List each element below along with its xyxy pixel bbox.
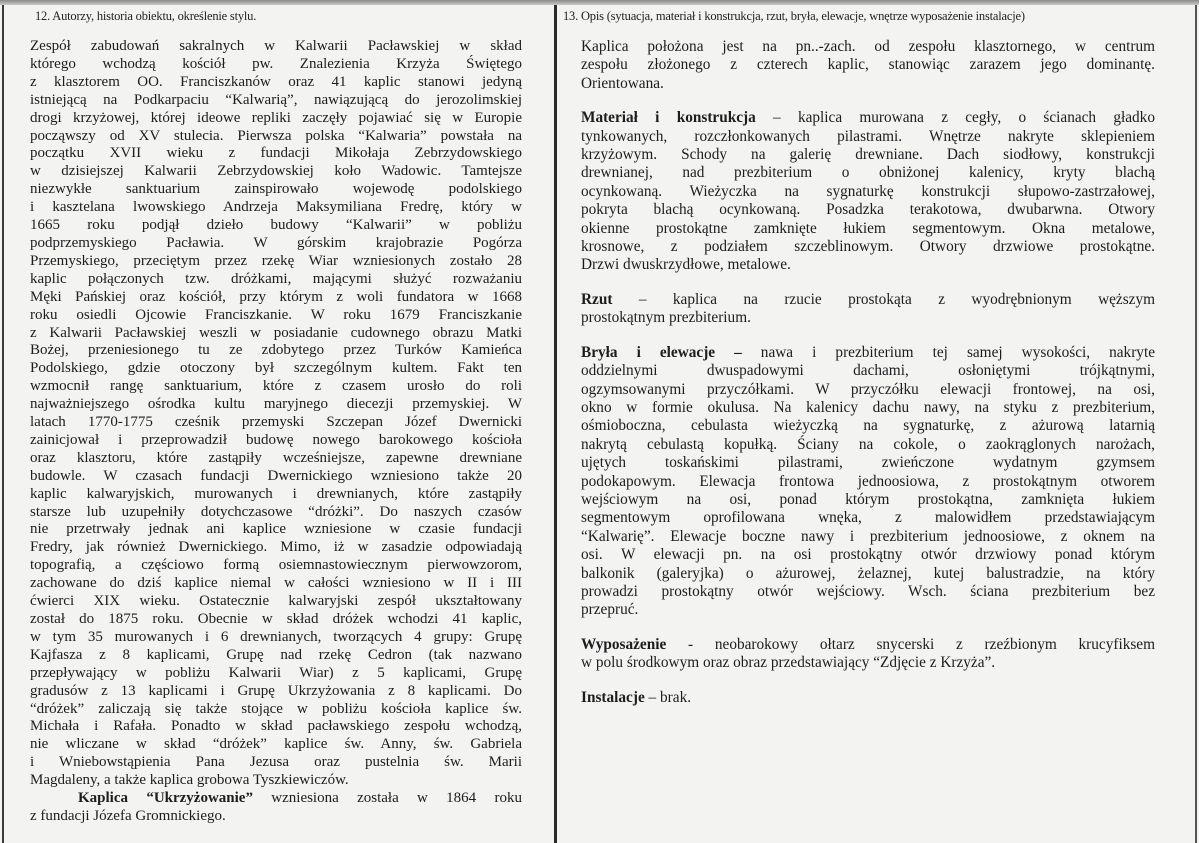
text-line: w tym 35 murowanych i 6 drewnianych, tworzących 4 grupy: Grupę [30, 628, 522, 645]
text-line: podprzemyskiego Pacławia. W górskim krajobrazie Pogórza [30, 234, 522, 251]
text-line: okienne prostokątne zamknięte łukiem segmentowym. Okna metalowe, [581, 219, 1155, 237]
section-label: Wyposażenie [581, 635, 667, 653]
text-line: tynkowanych, rozczłonkowanych pilastrami. Wnętrze nakryte sklepieniem [581, 127, 1155, 145]
text-line: podokapowym. Elewacja frontowa jednoosiowa, z prostokątnym otworem [581, 472, 1155, 490]
text-line: ogzymsowanymi przyczółkami. W przyczółku elewacji frontowej, na osi, [581, 380, 1155, 398]
text-line: Przemyskiego, przeciętym przez rzekę Wiar wzniesionych zostało 28 [30, 252, 522, 269]
text-line: i kasztelana lwowskiego Andrzeja Maksymiliana Fredrę, który w [30, 199, 522, 216]
section-text: – kaplica murowana z cegły, o ścianach gładko [755, 109, 1155, 127]
text-line: początku XVII wieku z fundacji Mikołaja Zebrzydowskiego [30, 145, 522, 162]
text-line: w polu środkowym oraz obraz przedstawiający “Zdjęcie z Krzyża”. [581, 654, 996, 672]
text-line: począwszy od XV stulecia. Pierwsza polska “Kalwaria” powstała na [30, 127, 522, 144]
paragraph [30, 38, 522, 790]
text-line [581, 109, 1155, 127]
paragraph [30, 790, 522, 826]
right-border [1195, 5, 1197, 843]
text-line: balkonik (galeryjka) o ażurowej, żelaznej, kutej balustradzie, na który [581, 564, 1155, 582]
text-line: ocynkowaną. Wieżyczka na sygnaturkę konstrukcji słupowo-zastrzałowej, [581, 182, 1155, 200]
section-text: nawa i prezbiterium tej samej wysokości, nakryte [741, 343, 1155, 361]
text-line: którego wchodzą kościół pw. Znalezienia Krzyża Świętego [30, 55, 522, 72]
text-line: budowle. W czasach fundacji Dwernickiego wzniesiono także 20 [30, 467, 522, 484]
text-line [581, 344, 1155, 362]
paragraph [581, 109, 1155, 275]
text-line: i Wniebowstąpienia Pana Jezusa oraz pustelnia św. Marii [30, 754, 522, 771]
text-line [30, 790, 522, 808]
text-line: kaplic połączonych tzw. dróżkami, mającymi służyć rozważaniu [30, 270, 522, 287]
paragraph [581, 38, 1155, 93]
section-label: Kaplica “Ukrzyżowanie” [78, 790, 253, 807]
text-line: “dróżek” zaliczają się także stojące w pobliżu kościoła kaplice św. [30, 700, 522, 717]
text-line: najważniejszego ośrodka kultu maryjnego diecezji przemyskiej. W [30, 396, 522, 413]
text-line: zespołu złożonego z czterech kaplic, stanowiąc zarazem jego dominantę. [581, 56, 1155, 74]
text-line: Podolskiego, gdzie otoczony był szczególnym kultem. Fakt ten [30, 360, 522, 377]
paragraph [581, 344, 1155, 620]
text-line: Magdaleny, a także kaplica grobowa Tyszkiewiczów. [30, 772, 349, 789]
section-13-header: 13. Opis (sytuacja, materiał i konstrukcja, rzut, bryła, elewacje, wnętrze wyposażenie instalacje) [563, 9, 1025, 23]
text-line: ośmioboczna, cebulasta wieżyczką na sygnaturkę, z ażurową latarnią [581, 417, 1155, 435]
text-line: okno w formie okulusa. Na kalenicy dachu nawy, na styku z prezbiterium, [581, 398, 1155, 416]
text-line: istniejącą na Podkarpaciu “Kalwarią”, nawiązującą do jerozolimskiej [30, 91, 522, 108]
scan-top-edge [0, 0, 1199, 5]
text-line: zachowane do dziś kaplice niemal w całości wzniesiono w II i III [30, 575, 522, 592]
text-line: gradusów z 13 kaplicami i Grupę Ukrzyżowania z 8 kaplicami. Do [30, 682, 522, 699]
text-line: z klasztorem OO. Franciszkanów oraz 41 kaplic stanowi jedyną [30, 73, 522, 90]
text-line: w dzisiejszej Kalwarii Zebrzydowskiej koło Wadowic. Tamtejsze [30, 163, 522, 180]
text-line: Orientowana. [581, 74, 664, 92]
text-line: nakrytą cebulastą kopułką. Ściany na cokole, o zaokrąglonych narożach, [581, 435, 1155, 453]
text-line: niezwykłe sanktuarium zainspirowało wojewodę podolskiego [30, 181, 522, 198]
section-label: Materiał i konstrukcja [581, 109, 756, 127]
paragraph [581, 291, 1155, 328]
history-text-column [30, 38, 522, 826]
text-line: ćwierci XIX wieku. Ostatecznie kalwaryjski zespół ukształtowany [30, 593, 522, 610]
description-text-column [581, 38, 1155, 723]
text-line: Kaplica położona jest na pn..-zach. od zespołu klasztornego, w centrum [581, 38, 1155, 55]
text-line: wzmocnił rangę sanktuarium, które z czasem urosło do roli [30, 378, 522, 395]
text-line: został do 1875 roku. Obecnie w skład dróżek wchodzi 41 kaplic, [30, 611, 522, 627]
section-12-header: 12. Autorzy, historia obiektu, określenie stylu. [35, 9, 257, 23]
text-line: Bożej, przeniesionego tu ze zdobytego przez Turków Kamieńca [30, 342, 522, 359]
text-line: nie przetrwały jednak ani kaplice wzniesione w czasie fundacji [30, 521, 522, 538]
section-label: Instalacje [581, 688, 645, 706]
text-line: krzyżowym. Schody na galerię drewniane. Dach siodłowy, konstrukcji [581, 146, 1155, 164]
text-line: drogi krzyżowej, której ideowe repliki zaczęły pojawiać się w Europie [30, 109, 522, 126]
text-line: oraz klasztoru, które zastąpiły wcześniejsze, zapewne drewniane [30, 449, 522, 466]
section-label: Bryła i elewacje – [581, 343, 742, 361]
text-line: drewnianej, nad prezbiterium o obniżonej kalenicy, kryty blachą [581, 164, 1155, 182]
column-divider [554, 5, 557, 843]
text-line: przepruć. [581, 601, 639, 619]
text-line [581, 291, 1155, 309]
text-line: kaplic kalwaryjskich, murowanych i drewnianych, które zastąpiły [30, 485, 522, 502]
text-line: Kajfasza z 8 kaplicami, Grupę nad rzekę Cedron (tak nazwano [30, 646, 522, 663]
text-line: roku osiedli Ojcowie Franciszkanie. W roku 1679 Franciszkanie [30, 306, 522, 323]
text-line: latach 1770-1775 cześnik przemyski Szczepan Józef Dwernicki [30, 414, 522, 431]
text-line: nie wliczane w skład “dróżek” kaplice św. Anny, św. Gabriela [30, 736, 522, 753]
text-line: Michała i Rafała. Ponadto w skład pacławskiego zespołu wchodzą, [30, 718, 522, 735]
left-border [2, 5, 4, 843]
text-line: “Kalwarię”. Elewacje boczne nawy i prezbiterium jednoosiowe, z oknem na [581, 527, 1155, 545]
paragraph [581, 689, 1155, 707]
text-line: 1665 roku podjął dzieło budowy “Kalwarii” w pobliżu [30, 217, 522, 234]
section-text: – kaplica na rzucie prostokąta z wyodrębnionym węższym [612, 290, 1155, 308]
text-line: oddzielnymi dwuspadowymi dachami, osłoniętymi trójkątnymi, [581, 362, 1155, 380]
text-line: krosnowe, z podziałem szczeblinowym. Otwory drzwiowe prostokątne. [581, 238, 1155, 256]
section-text: - neobarokowy ołtarz snycerski z rzeźbionym krucyfiksem [666, 635, 1155, 653]
text-line: wejściowym na osi, ponad którym prostokątna, zamknięta łukiem [581, 490, 1155, 508]
text-line: prowadzi prostokątny otwór wejściowy. Wsch. ściana prezbiterium bez [581, 582, 1155, 600]
text-line: Zespół zabudowań sakralnych w Kalwarii Pacławskiej w skład [30, 38, 522, 54]
text-line: Męki Pańskiej oraz kościół, przy którym z woli fundatora w 1668 [30, 288, 522, 305]
text-line: z fundacji Józefa Gromnickiego. [30, 807, 226, 824]
text-line: osi. W elewacji pn. na osi prostokątny otwór drzwiowy ponad którym [581, 546, 1155, 564]
text-line: ujętych toskańskimi pilastrami, zwieńczone wydatnym gzymsem [581, 454, 1155, 472]
text-line: pokryta blachą ocynkowaną. Posadzka terakotowa, dwubarwna. Otwory [581, 201, 1155, 219]
text-line: zainicjował i przeprowadził budowę nowego barokowego kościoła [30, 431, 522, 448]
text-line: z Kalwarii Pacławskiej weszli w posiadanie cudownego obrazu Matki [30, 324, 522, 341]
paragraph [581, 636, 1155, 673]
section-text: – brak. [644, 688, 692, 706]
text-line: segmentowym oprofilowana wnęka, z malowidłem przedstawiającym [581, 509, 1155, 527]
text-line: Drzwi dwuskrzydłowe, metalowe. [581, 256, 791, 274]
text-line [581, 689, 1155, 707]
text-line [581, 636, 1155, 654]
text-line: topografią, a częściowo formą osiemnastowiecznym pierwowzorom, [30, 557, 522, 574]
text-line: starsze lub uzupełniły dotychczasowe “dróżki”. Do naszych czasów [30, 503, 522, 520]
text-line: prostokątnym prezbiterium. [581, 309, 751, 327]
section-text: wzniesiona została w 1864 roku [252, 790, 522, 807]
section-label: Rzut [581, 290, 613, 308]
text-line: przepływający w pobliżu Kalwarii Wiar) z 5 kaplicami, Grupę [30, 664, 522, 681]
text-line: Fredry, jak również Dwernickiego. Mimo, iż w zasadzie odpowiadają [30, 539, 522, 556]
